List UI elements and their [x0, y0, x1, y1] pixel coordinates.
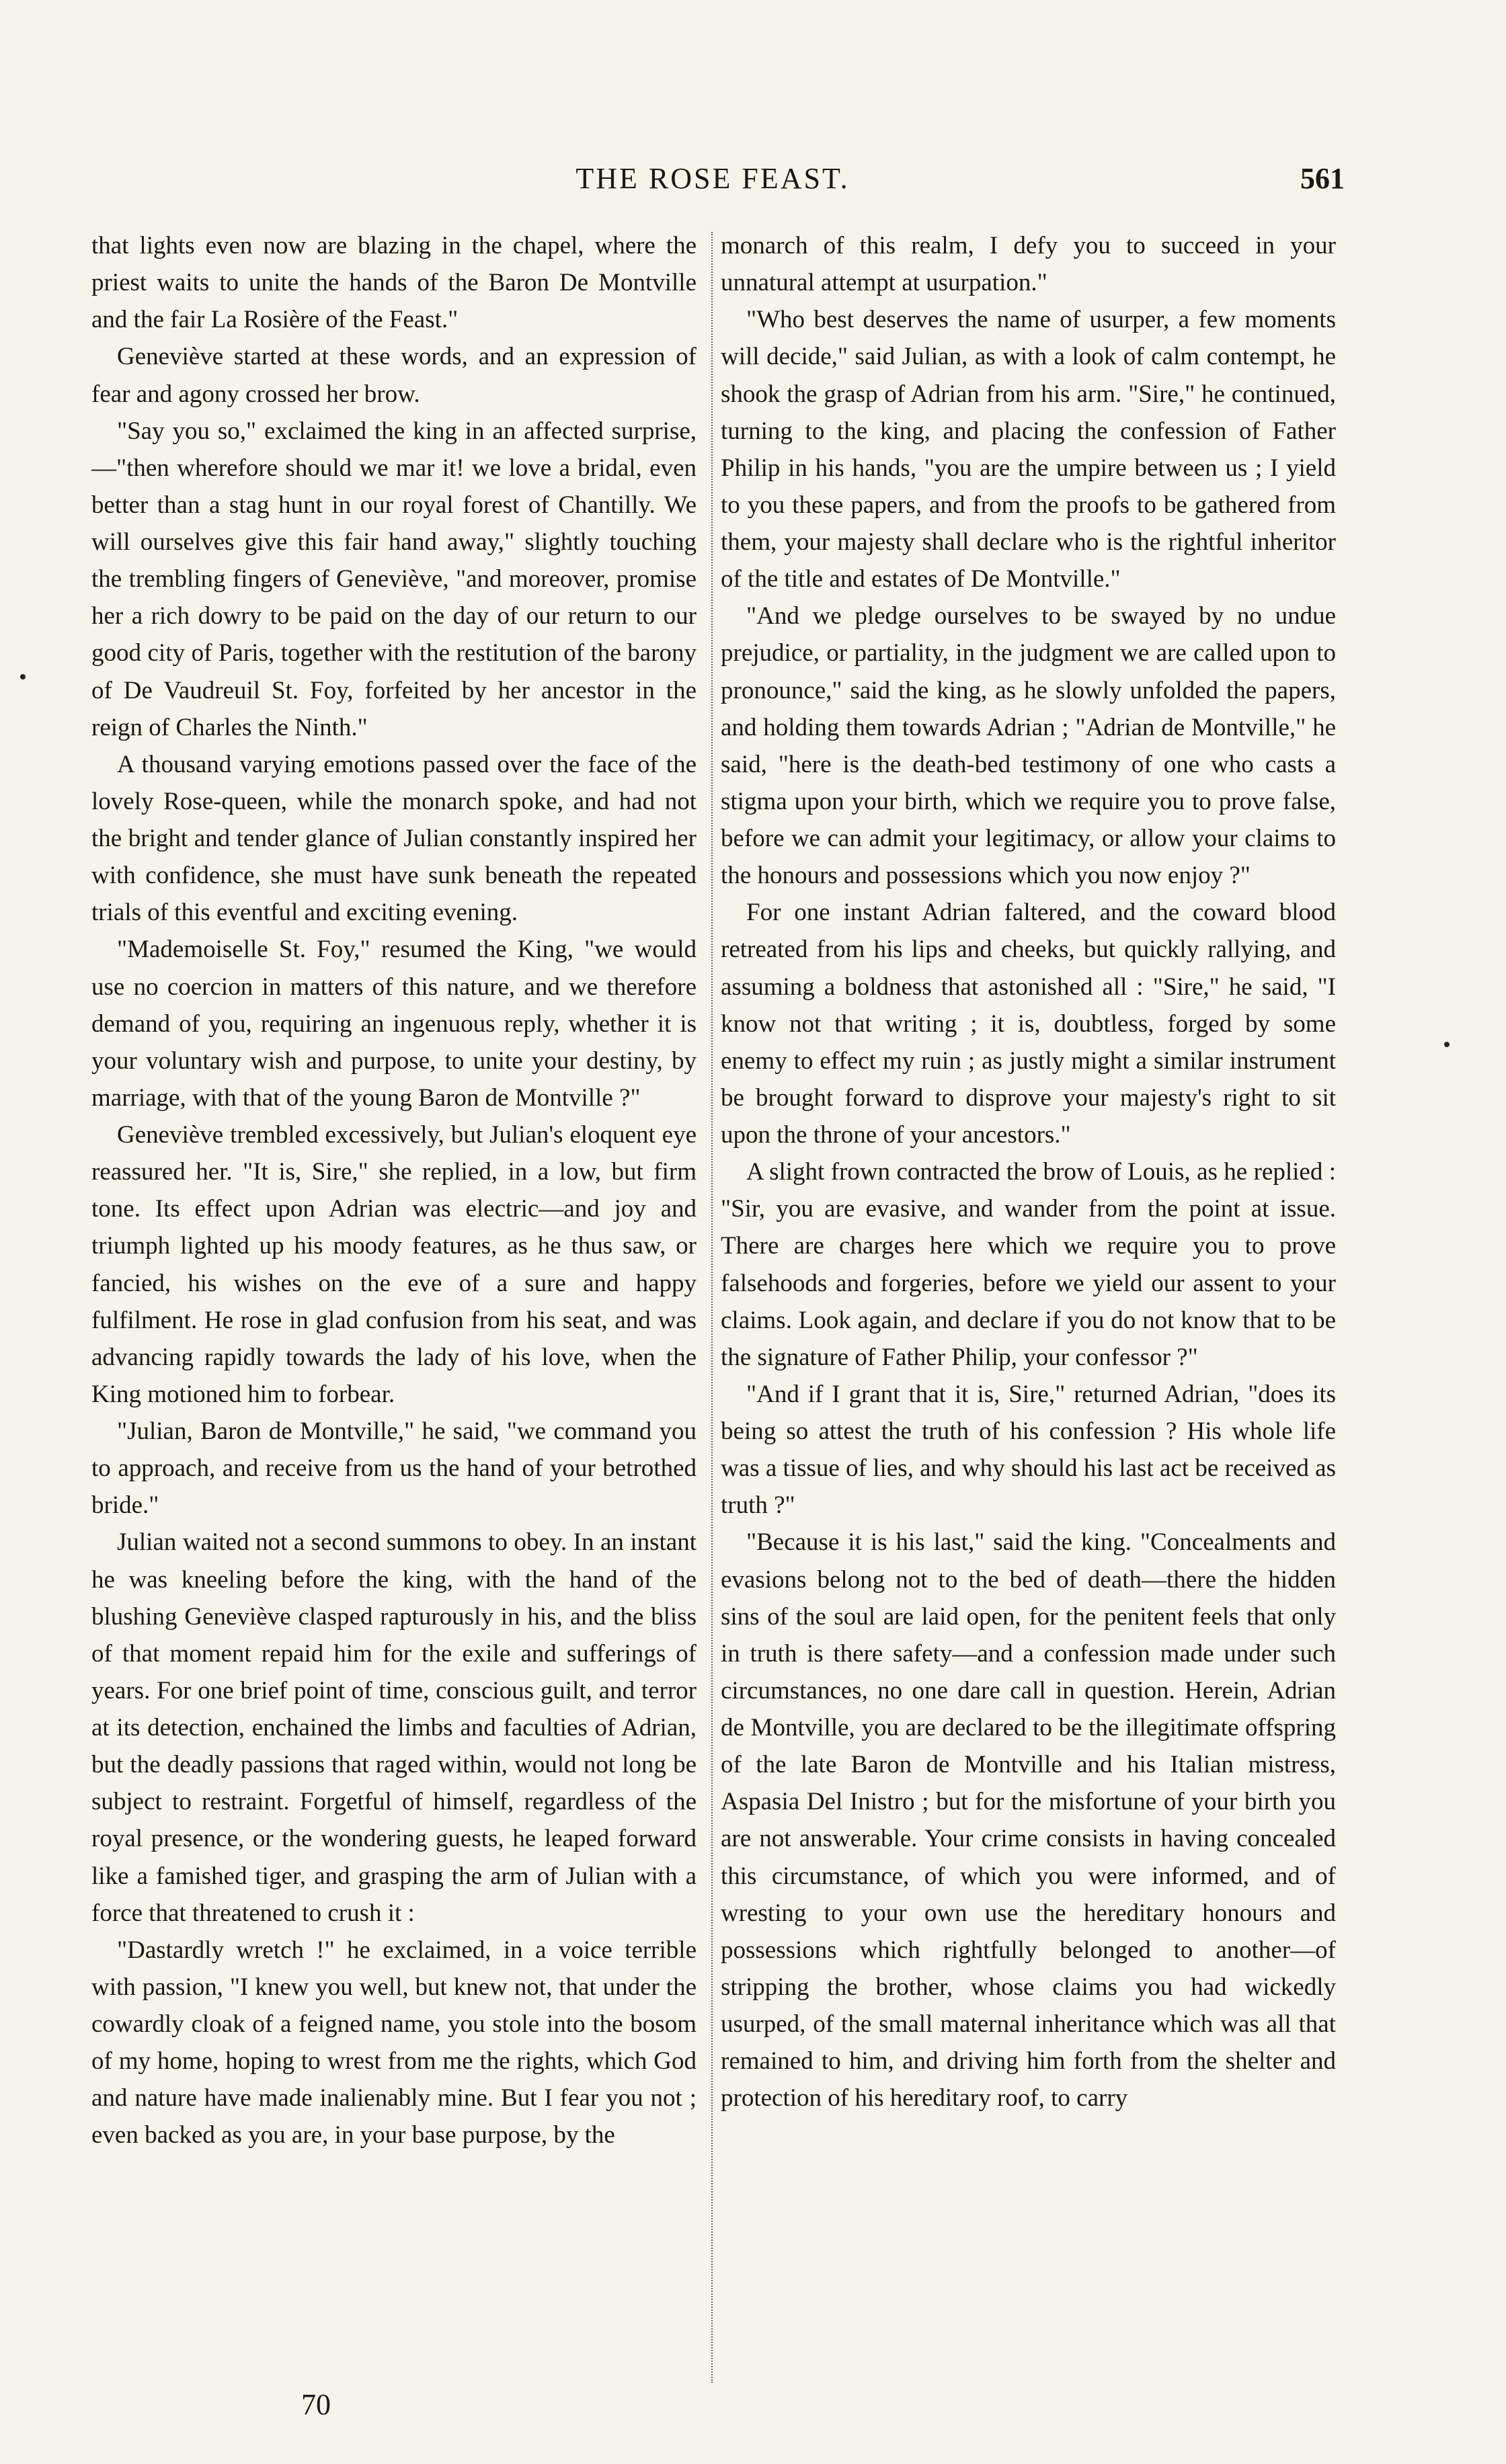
paragraph: Geneviève trembled excessively, but Julian's eloquent eye reassured her. "It is, Sire," she replied, in a low, but firm tone. Its effect upon Adrian was electric—and joy and triumph lighted up his moody features, as he thus saw, or fancied, his wishes on the eve of a sure and happy fulfilment. He rose in glad confusion from his seat, and was advancing rapidly towards the lady of his love, when the King motioned him to forbear. [91, 1121, 697, 1408]
paragraph: "Say you so," exclaimed the king in an affected surprise,—"then wherefore should we mar it! we love a bridal, even better than a stag hunt in our royal forest of Chantilly. We will ourselves give this fair hand away," slightly touching the trembling fingers of Geneviève, "and moreover, promise her a rich dowry to be paid on the day of our return to our good city of Paris, together with the restitution of the barony of De Vaudreuil St. Foy, forfeited by her ancestor in the reign of Charles the Ninth." [91, 417, 697, 741]
paragraph: A thousand varying emotions passed over the face of the lovely Rose-queen, while the monarch spoke, and had not the bright and tender glance of Julian constantly inspired her with confidence, she must have sunk beneath the repeated trials of this eventful and exciting evening. [91, 750, 697, 927]
paragraph: "Dastardly wretch !" he exclaimed, in a voice terrible with passion, "I knew you well, but knew not, that under the cowardly cloak of a feigned name, you stole into the bosom of my home, hoping to wrest from me the rights, which God and nature have made inalienably mine. But I fear you not ; even backed as you are, in your base purpose, by the [91, 1936, 697, 2149]
ink-speck [20, 674, 26, 680]
paragraph: Geneviève started at these words, and an expression of fear and agony crossed her brow. [91, 343, 697, 408]
ink-speck [1444, 1042, 1450, 1047]
paragraph: "Because it is his last," said the king. "Concealments and evasions belong not to the bed of death—there the hidden sins of the soul are laid open, for the penitent feels that only in truth is there safety—and a confession made under such circumstances, no one dare call in question. Herein, Adrian de Montville, you are declared to be the illegitimate offspring of the late Baron de Montville and his Italian mistress, Aspasia Del Inistro ; but for the misfortune of your birth you are not answerable. Your crime consists in having concealed this circumstance, of which you were informed, and of wresting to your own use the hereditary honours and possessions which rightfully belonged to another—of stripping the brother, whose claims you had wickedly usurped, of the small maternal inheritance which was all that remained to him, and driving him forth from the shelter and protection of his hereditary roof, to carry [721, 1528, 1336, 2112]
page-header [81, 161, 1345, 215]
paragraph: "Mademoiselle St. Foy," resumed the King, "we would use no coercion in matters of this nature, and we therefore demand of you, requiring an ingenuous reply, whether it is your voluntary wish and purpose, to unite your destiny, by marriage, with that of the young Baron de Montville ?" [91, 936, 697, 1112]
paragraph: monarch of this realm, I defy you to succeed in your unnatural attempt at usurpation." [721, 232, 1336, 297]
paragraph: Julian waited not a second summons to obey. In an instant he was kneeling before the king, with the hand of the blushing Geneviève clasped rapturously in his, and the bliss of that moment repaid him for the exile and sufferings of years. For one brief point of time, conscious guilt, and terror at its detection, enchained the limbs and faculties of Adrian, but the deadly passions that raged within, would not long be subject to restraint. Forgetful of himself, regardless of the royal presence, or the wondering guests, he leaped forward like a famished tiger, and grasping the arm of Julian with a force that threatened to crush it : [91, 1528, 697, 1927]
paragraph: A slight frown contracted the brow of Louis, as he replied : "Sir, you are evasive, and wander from the point at issue. There are charges here which we require you to prove falsehoods and forgeries, before we yield our assent to your claims. Look again, and declare if you do not know that to be the signature of Father Philip, your confessor ?" [721, 1158, 1336, 1371]
paragraph: "And if I grant that it is, Sire," returned Adrian, "does its being so attest the truth of his confession ? His whole life was a tissue of lies, and why should his last act be received as truth ?" [721, 1380, 1336, 1520]
paragraph: "And we pledge ourselves to be swayed by no undue prejudice, or partiality, in the judgment we are called upon to pronounce," said the king, as he slowly unfolded the papers, and holding them towards Adrian ; "Adrian de Montville," he said, "here is the death-bed testimony of one who casts a stigma upon your birth, which we require you to prove false, before we can admit your legitimacy, or allow your claims to the honours and possessions which you now enjoy ?" [721, 602, 1336, 890]
page-title: THE ROSE FEAST. [576, 162, 850, 195]
signature-mark: 70 [301, 2388, 331, 2421]
right-column [721, 227, 1336, 2117]
paragraph: "Julian, Baron de Montville," he said, "we command you to approach, and receive from us the hand of your betrothed bride." [91, 1418, 697, 1520]
paragraph: For one instant Adrian faltered, and the coward blood retreated from his lips and cheeks, but quickly rallying, and assuming a boldness that astonished all : "Sire," he said, "I know not that writing ; it is, doubtless, forged by some enemy to effect my ruin ; as justly might a similar instrument be brought forward to disprove your majesty's right to sit upon the throne of your ancestors." [721, 899, 1336, 1149]
page-number: 561 [1300, 162, 1345, 195]
left-column [91, 227, 697, 2154]
paragraph: that lights even now are blazing in the chapel, where the priest waits to unite the hands of the Baron De Montville and the fair La Rosière of the Feast." [91, 232, 697, 334]
column-divider [711, 232, 713, 2383]
paragraph: "Who best deserves the name of usurper, a few moments will decide," said Julian, as with a look of calm contempt, he shook the grasp of Adrian from his arm. "Sire," he continued, turning to the king, and placing the confession of Father Philip in his hands, "you are the umpire between us ; I yield to you these papers, and from the proofs to be gathered from them, your majesty shall declare who is the rightful inheritor of the title and estates of De Montville." [721, 306, 1336, 593]
